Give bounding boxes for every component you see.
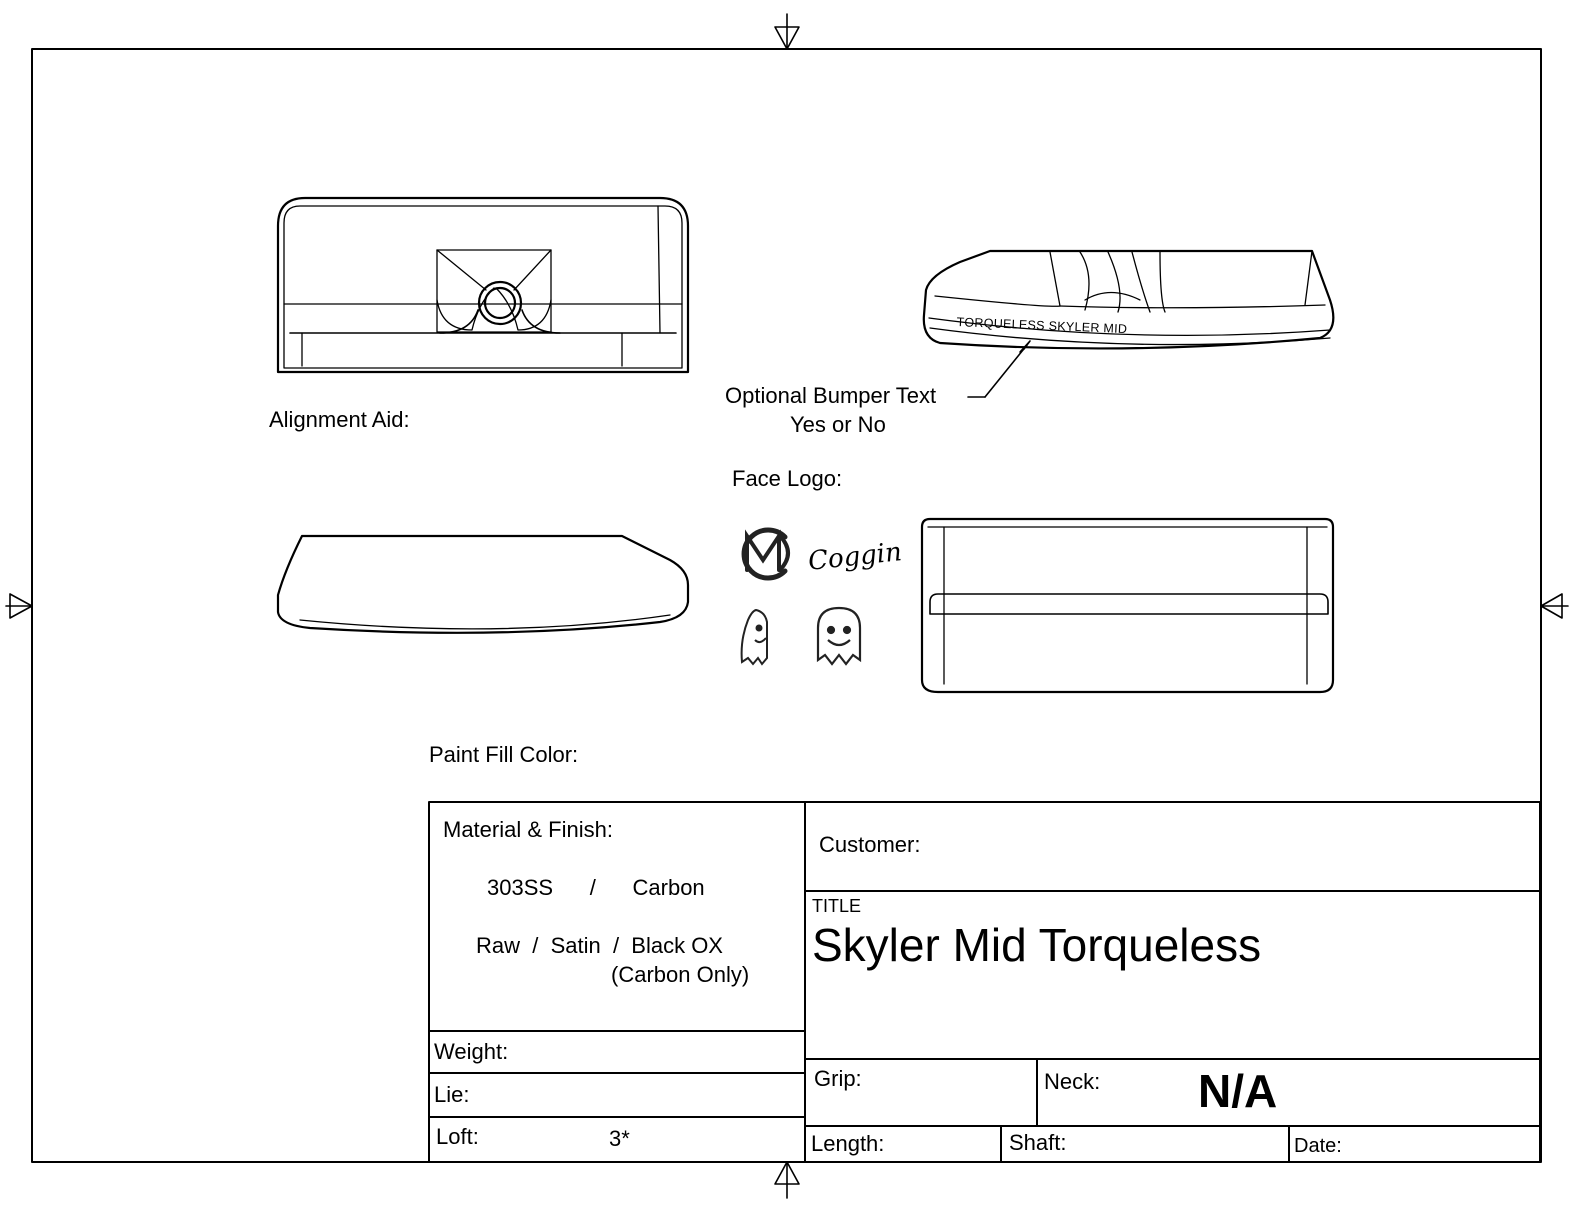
material-options: 303SS / Carbon [487,875,705,900]
neck-value: N/A [1198,1065,1278,1117]
lie-label: Lie: [434,1082,470,1107]
center-mark-top [775,14,799,49]
alignment-aid-label: Alignment Aid: [269,407,410,432]
finish-note: (Carbon Only) [611,962,750,987]
ghost-front-icon [818,608,860,664]
paint-fill-color-label: Paint Fill Color: [429,742,579,767]
putter-top-view [278,198,688,372]
weight-label: Weight: [434,1039,509,1064]
putter-angled-view [924,251,1334,348]
cm-monogram-icon [744,530,788,578]
center-mark-right [1541,594,1568,618]
finish-options: Raw / Satin / Black OX [476,933,723,958]
bumper-engraving-text: TORQUELESS SKYLER MID [956,315,1128,337]
center-mark-bottom [775,1162,799,1198]
yes-or-no-label: Yes or No [790,412,886,437]
sheet-border [32,49,1541,1162]
face-logo-label: Face Logo: [732,466,843,491]
loft-value: 3* [609,1126,630,1151]
neck-label: Neck: [1044,1069,1101,1094]
ghost-side-icon [742,610,767,664]
title-block-grid [429,802,1540,1162]
length-label: Length: [811,1131,885,1156]
drawing-title: Skyler Mid Torqueless [812,919,1262,971]
grip-label: Grip: [814,1066,862,1091]
center-mark-left [6,594,32,618]
bumper-text-leader [968,341,1030,397]
material-finish-label: Material & Finish: [443,817,613,842]
putter-face-view [922,519,1333,692]
customer-label: Customer: [819,832,921,857]
coggin-script-logo: Coggin [806,537,904,577]
putter-profile-view [278,536,688,633]
title-label: TITLE [812,896,862,916]
date-label: Date: [1294,1135,1342,1157]
shaft-label: Shaft: [1009,1130,1067,1155]
optional-bumper-text-label: Optional Bumper Text [725,383,937,408]
loft-label: Loft: [436,1124,479,1149]
